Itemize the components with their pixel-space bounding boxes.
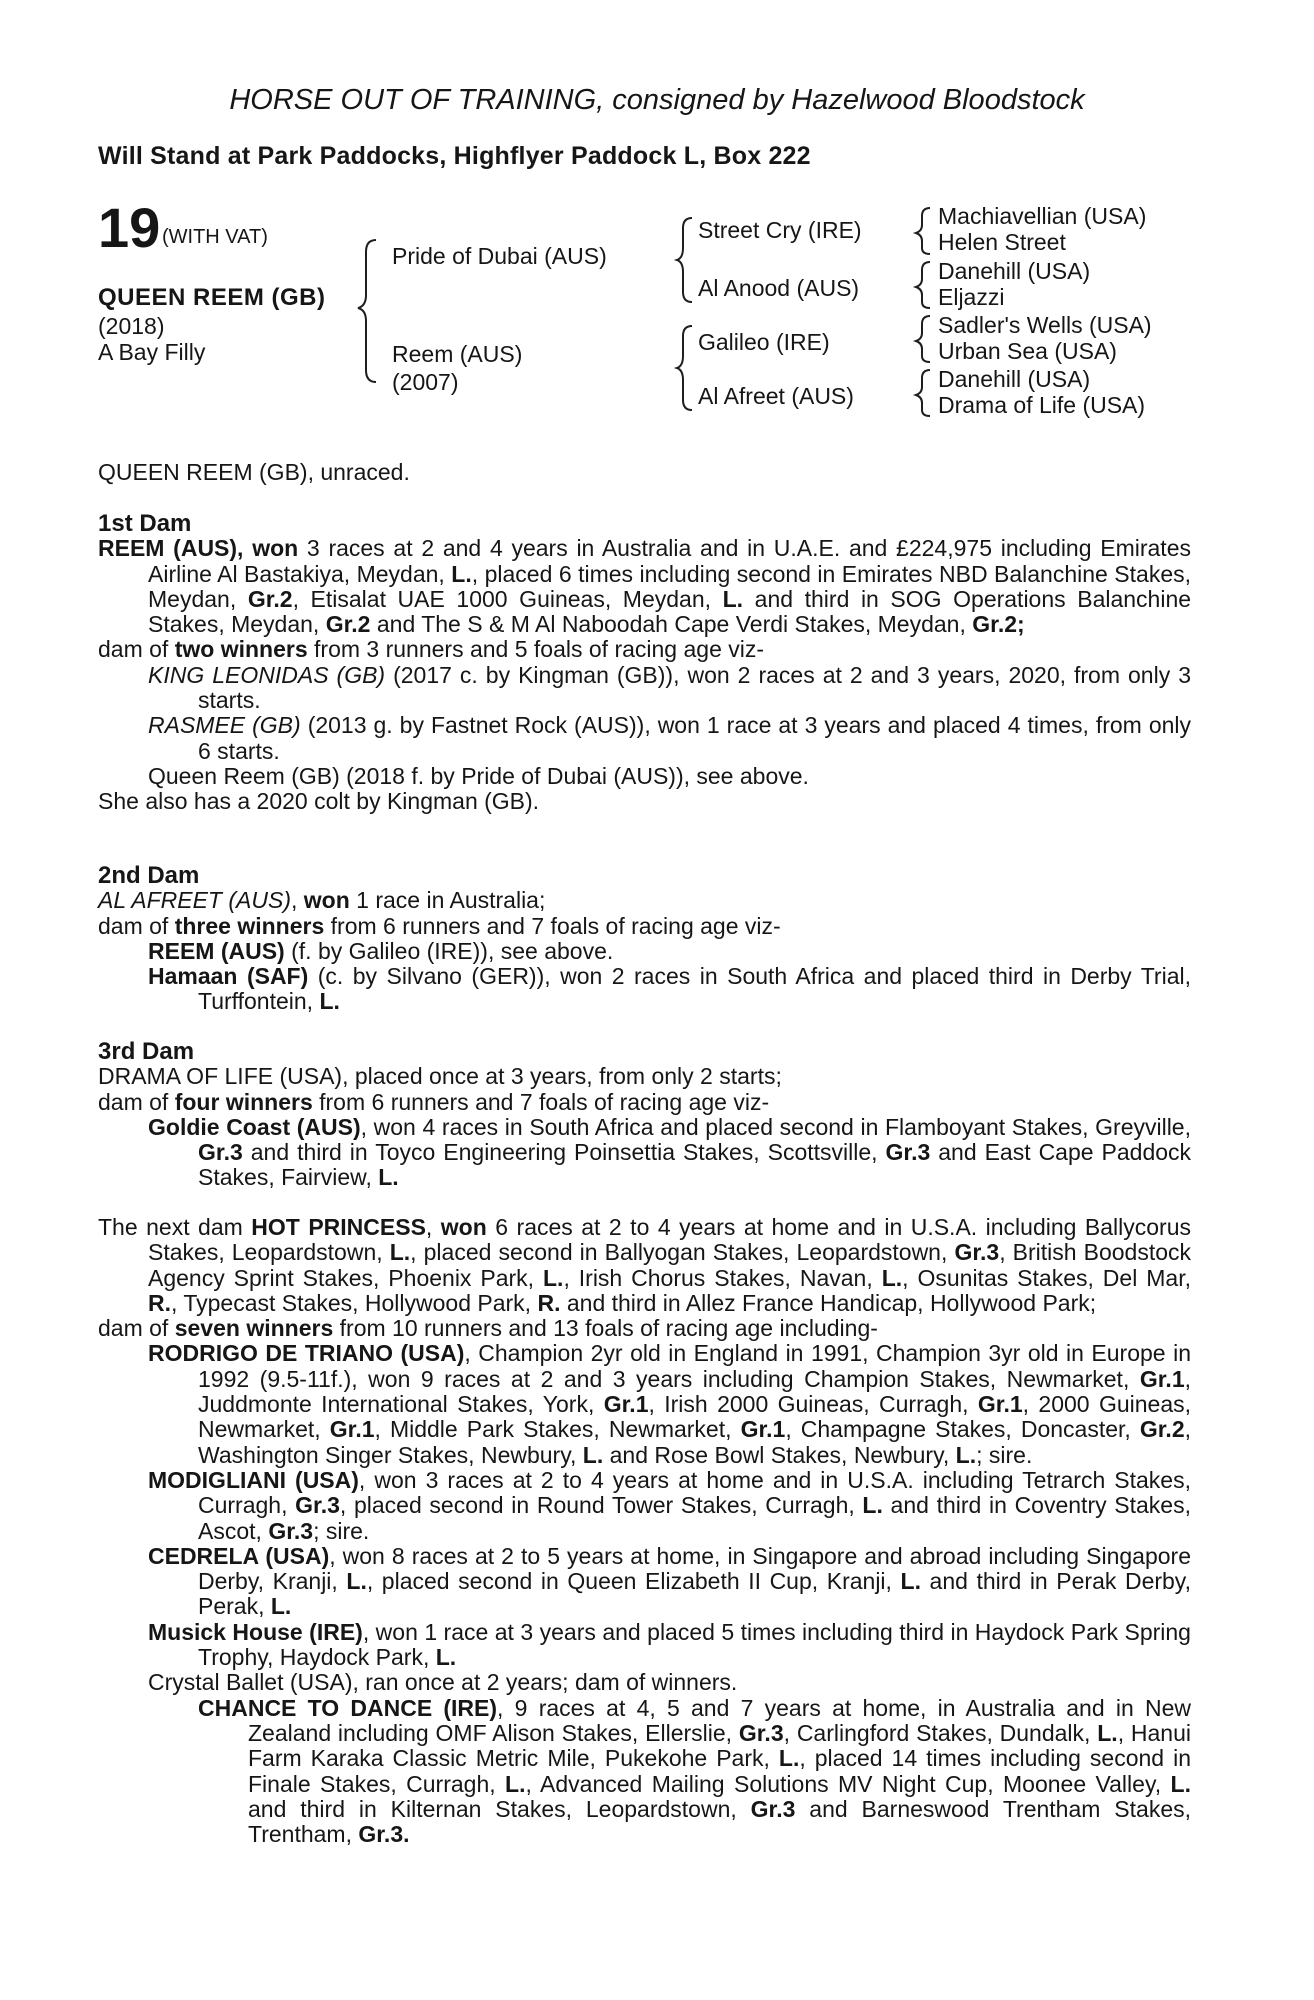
third-dam-record: DRAMA OF LIFE (USA), placed once at 3 years, from only 2 starts; [98,1063,782,1090]
pedigree-gen2-1: Street Cry (IRE) [698,217,862,243]
third-dam-produce-1: Goldie Coast (AUS), won 4 races in South Africa and placed second in Flamboyant Stakes, Greyville, Gr.3 and third in Toyco Engineering Poinsettia Stakes, Scottsville, Gr.3 and East Cape Paddock Stakes, Fairview, L. [148,1113,1192,1191]
pedigree-gen3-6: Urban Sea (USA) [938,338,1117,364]
first-dam-produce-3: Queen Reem (GB) (2018 f. by Pride of Dubai (AUS)), see above. [148,762,809,789]
first-dam-section [98,511,1191,815]
horse-description: A Bay Filly [98,339,206,365]
pedigree-gen2-4: Al Afreet (AUS) [698,383,854,409]
pedigree-gen3-1: Machiavellian (USA) [938,203,1147,229]
next-dam-section [98,1215,1191,1847]
third-dam-produce-intro: dam of four winners from 6 runners and 7 foals of racing age viz- [98,1088,770,1115]
third-dam-section [98,1039,1191,1191]
pedigree-gen3-7: Danehill (USA) [938,366,1091,392]
produce-crystal-ballet: Crystal Ballet (USA), ran once at 2 years; dam of winners. [148,1669,738,1696]
produce-musick-house: Musick House (IRE), won 1 race at 3 years and placed 5 times including third in Haydock Park Spring Trophy, Haydock Park, L. [148,1618,1191,1671]
pedigree-gen2-2: Al Anood (AUS) [698,275,860,301]
second-dam-record: AL AFREET (AUS), won 1 race in Australia; [98,887,546,914]
produce-chance-to-dance: CHANCE TO DANCE (IRE), 9 races at 4, 5 and 7 years at home, in Australia and in New Zealand including OMF Alison Stakes, Ellerslie, Gr.3, Carlingford Stakes, Dundalk, L., Hanui Farm Karaka Classic Metric Mile, Pukekohe Park, L., placed 14 times including second in Finale Stakes, Curragh, L., Advanced Mailing Solutions MV Night Cup, Moonee Valley, L. and third in Kilternan Stakes, Leopardstown, Gr.3 and Barneswood Trentham Stakes, Trentham, Gr.3. [198,1694,1191,1848]
vat-note: (WITH VAT) [162,226,268,248]
second-dam-section [98,863,1191,1015]
next-dam-record: The next dam HOT PRINCESS, won 6 races at 2 to 4 years at home and in U.S.A. including Ballycorus Stakes, Leopardstown, L., placed second in Ballyogan Stakes, Leopardstown, Gr.3, British Boodstock Agency Sprint Stakes, Phoenix Park, L., Irish Chorus Stakes, Navan, L., Osunitas Stakes, Del Mar, R., Typecast Stakes, Hollywood Park, R. and third in Allez France Handicap, Hollywood Park; [98,1214,1192,1316]
pedigree-gen3-2: Helen Street [938,229,1066,255]
pedigree-gen2-3: Galileo (IRE) [698,329,830,355]
horse-name: QUEEN REEM (GB) [98,284,326,311]
third-dam-heading: 3rd Dam [98,1038,195,1065]
first-dam-extra: She also has a 2020 colt by Kingman (GB). [98,788,540,815]
pedigree-gen3-5: Sadler's Wells (USA) [938,312,1152,338]
lot-number: 19 [98,196,161,259]
summary: QUEEN REEM (GB), unraced. [98,459,410,485]
first-dam-produce-2: RASMEE (GB) (2013 g. by Fastnet Rock (AUS)), won 1 race at 3 years and placed 4 times, from only 6 starts. [148,712,1192,764]
second-dam-produce-1: REEM (AUS) (f. by Galileo (IRE)), see above. [148,937,614,964]
foaling-year: (2018) [98,313,165,339]
pedigree-dam-year: (2007) [392,369,459,395]
pedigree-gen3-8: Drama of Life (USA) [938,392,1146,418]
second-dam-heading: 2nd Dam [98,862,200,889]
produce-modigliani: MODIGLIANI (USA), won 3 races at 2 to 4 years at home and in U.S.A. including Tetrarch Stakes, Curragh, Gr.3, placed second in Round Tower Stakes, Curragh, L. and third in Coventry Stakes, Ascot, Gr.3; sire. [148,1466,1191,1544]
first-dam-produce-1: KING LEONIDAS (GB) (2017 c. by Kingman (GB)), won 2 races at 2 and 3 years, 2020, from only 3 starts. [148,661,1191,714]
second-dam-produce-2: Hamaan (SAF) (c. by Silvano (GER)), won 2 races in South Africa and placed third in Derby Trial, Turffontein, L. [148,963,1191,1015]
stand-location: Will Stand at Park Paddocks, Highflyer Paddock L, Box 222 [98,142,811,170]
first-dam-record: REEM (AUS), won 3 races at 2 and 4 years in Australia and in U.A.E. and £224,975 including Emirates Airline Al Bastakiya, Meydan, L., placed 6 times including second in Emirates NBD Balanchine Stakes, Meydan, Gr.2, Etisalat UAE 1000 Guineas, Meydan, L. and third in SOG Operations Balanchine Stakes, Meydan, Gr.2 and The S & M Al Naboodah Cape Verdi Stakes, Meydan, Gr.2; [98,535,1192,638]
first-dam-produce-intro: dam of two winners from 3 runners and 5 foals of racing age viz- [98,636,765,663]
catalogue-title: HORSE OUT OF TRAINING, consigned by Hazelwood Bloodstock [229,84,1085,116]
second-dam-produce-intro: dam of three winners from 6 runners and 7 foals of racing age viz- [98,912,781,939]
next-dam-produce-intro: dam of seven winners from 10 runners and 13 foals of racing age including- [98,1315,878,1342]
pedigree-dam: Reem (AUS) [392,341,523,367]
first-dam-heading: 1st Dam [98,510,192,537]
produce-cedrela: CEDRELA (USA), won 8 races at 2 to 5 years at home, in Singapore and abroad including Singapore Derby, Kranji, L., placed second in Queen Elizabeth II Cup, Kranji, L. and third in Perak Derby, Perak, L. [148,1542,1191,1620]
pedigree-sire: Pride of Dubai (AUS) [392,243,607,269]
pedigree-gen3-3: Danehill (USA) [938,258,1091,284]
pedigree-gen3-4: Eljazzi [938,284,1005,310]
produce-rodrigo-de-triano: RODRIGO DE TRIANO (USA), Champion 2yr old in England in 1991, Champion 3yr old in Europe in 1992 (9.5-11f.), won 9 races at 2 and 3 years including Champion Stakes, Newmarket, Gr.1, Juddmonte International Stakes, York, Gr.1, Irish 2000 Guineas, Curragh, Gr.1, 2000 Guineas, Newmarket, Gr.1, Middle Park Stakes, Newmarket, Gr.1, Champagne Stakes, Doncaster, Gr.2, Washington Singer Stakes, Newbury, L. and Rose Bowl Stakes, Newbury, L.; sire. [148,1340,1192,1468]
